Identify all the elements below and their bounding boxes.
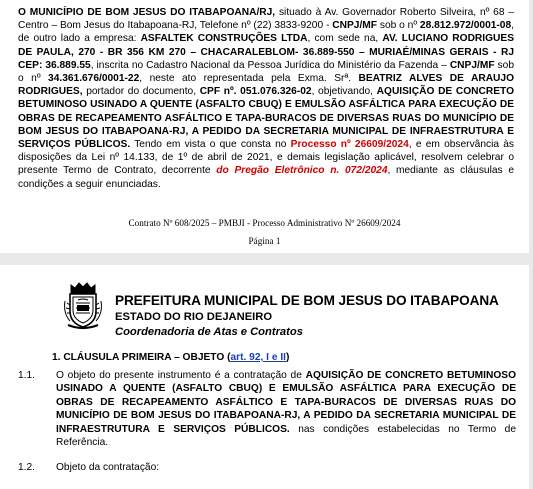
- municipality-cnpj: 28.812.972/0001-08: [419, 20, 512, 32]
- clause-item-1-1: [18, 369, 516, 449]
- company-name: ASFALTEK CONSTRUÇÕES LTDA: [140, 33, 308, 45]
- municipality-address: situado à Av. Governador Roberto Silveira, nº 68 – Centro – Bom Jesus do Itabapoana-RJ, Telefone nº (22) 3833-9200 -: [18, 7, 514, 32]
- neste-ato-text: , neste ato representada pela Exma. Srª.: [139, 73, 359, 85]
- representative-cpf: CPF nº. 051.076.326-02: [199, 86, 312, 98]
- item-intro: O objeto do presente instrumento é a contratação de: [56, 370, 306, 381]
- objetivando-text: , objetivando,: [311, 86, 377, 98]
- item-conditions: nas condições estabelecidas no Termo de Referência.: [56, 423, 516, 449]
- coat-of-arms-icon: [62, 281, 104, 333]
- observancia-text: , e em observância às disposições da Lei nº 14.133, de 1º de abril de 2021, e demais legislação aplicável, resolvem celebrar o presente Termo de Contrato, decorrente: [18, 139, 515, 177]
- tendo-text: Tendo em vista o que consta no: [130, 139, 291, 151]
- clause-heading: [52, 352, 289, 363]
- header-department: Coordenadoria de Atas e Contratos: [115, 326, 303, 338]
- item-number: 1.2.: [18, 462, 35, 473]
- cnpj-label: CNPJ/MF: [332, 20, 377, 32]
- company-cnpj: 34.361.676/0001-22: [48, 73, 140, 85]
- contract-page-2: [0, 265, 529, 489]
- representative-name: BEATRIZ ALVES DE ARAUJO RODRIGUES,: [18, 73, 514, 98]
- clause-title-close: ): [286, 352, 290, 363]
- legal-reference-link[interactable]: art. 92, I e II: [230, 352, 286, 363]
- header-state: ESTADO DO RIO DEJANEIRO: [115, 311, 273, 323]
- contract-preamble: [18, 6, 514, 191]
- cnpj-label-2: CNPJ/MF: [449, 59, 495, 71]
- item-text: Objeto da contratação:: [56, 462, 160, 473]
- sob-no-text: sob o nº: [376, 20, 420, 32]
- clause-title: 1. CLÁUSULA PRIMEIRA – OBJETO (: [52, 352, 231, 363]
- header-title: PREFEITURA MUNICIPAL DE BOM JESUS DO ITABAPOANA: [115, 293, 499, 308]
- scrollbar-track[interactable]: [529, 0, 533, 489]
- process-number: Processo nº 26609/2024: [290, 139, 409, 151]
- contract-object: AQUISIÇÃO DE CONCRETO BETUMINOSO USINADO A QUENTE (ASFALTO CBUQ) E EMULSÃO ASFÁLTICA PARA EXECUÇÃO DE OBRAS DE RECAPEAMENTO ASFÁLTICO E TAPA-BURACOS DE DIVERSAS RUAS DO MUNICÍPIO DE BOM JESUS DO ITABAPOANA-RJ, A PEDIDO DA SECRETARIA MUNICIPAL DE INFRAESTRUTURA E SERVIÇOS PÚBLICOS.: [18, 86, 514, 151]
- sede-text: , com sede na,: [307, 33, 383, 45]
- page-separator: [0, 253, 533, 265]
- sob-no-text-2: sob o nº: [18, 59, 514, 85]
- item-text: [56, 369, 516, 449]
- pregao-reference: do Pregão Eletrônico n. 072/2024: [216, 165, 388, 177]
- page-footer-number: Página 1: [248, 236, 281, 246]
- company-address: AV. LUCIANO RODRIGUES DE PAULA, 270 - BR 356 KM 270 – CHACARALEBLOM- 36.889-550 – MURIAÉ/MINAS GERAIS - RJ CEP: 36.889.55: [18, 33, 514, 71]
- page-footer-contract: Contrato Nº 608/2025 – PMBJI - Processo Administrativo Nº 26609/2024: [128, 218, 401, 228]
- mediante-text: , mediante as cláusulas e condições a seguir enunciadas.: [18, 165, 514, 190]
- item-object: AQUISIÇÃO DE CONCRETO BETUMINOSO USINADO A QUENTE (ASFALTO CBUQ) E EMULSÃO ASFÁLTICA PARA EXECUÇÃO DE OBRAS DE RECAPEAMENTO ASFÁLTICO E TAPA-BURACOS DE DIVERSAS RUAS DO MUNICÍPIO DE BOM JESUS DO ITABAPOANA-RJ, A PEDIDO DA SECRETARIA MUNICIPAL DE INFRAESTRUTURA E SERVIÇOS PÚBLICOS.: [56, 370, 516, 435]
- clause-item-1-2: [18, 461, 516, 474]
- item-number: 1.1.: [18, 370, 35, 381]
- portador-text: portador do documento,: [82, 86, 200, 98]
- inscrita-text: , inscrita no Cadastro Nacional da Pessoa Jurídica do Ministério da Fazenda –: [90, 59, 450, 71]
- municipality-name: O MUNICÍPIO DE BOM JESUS DO ITABAPOANA/RJ,: [18, 7, 276, 18]
- outro-lado-text: , de outro lado a empresa:: [18, 20, 514, 45]
